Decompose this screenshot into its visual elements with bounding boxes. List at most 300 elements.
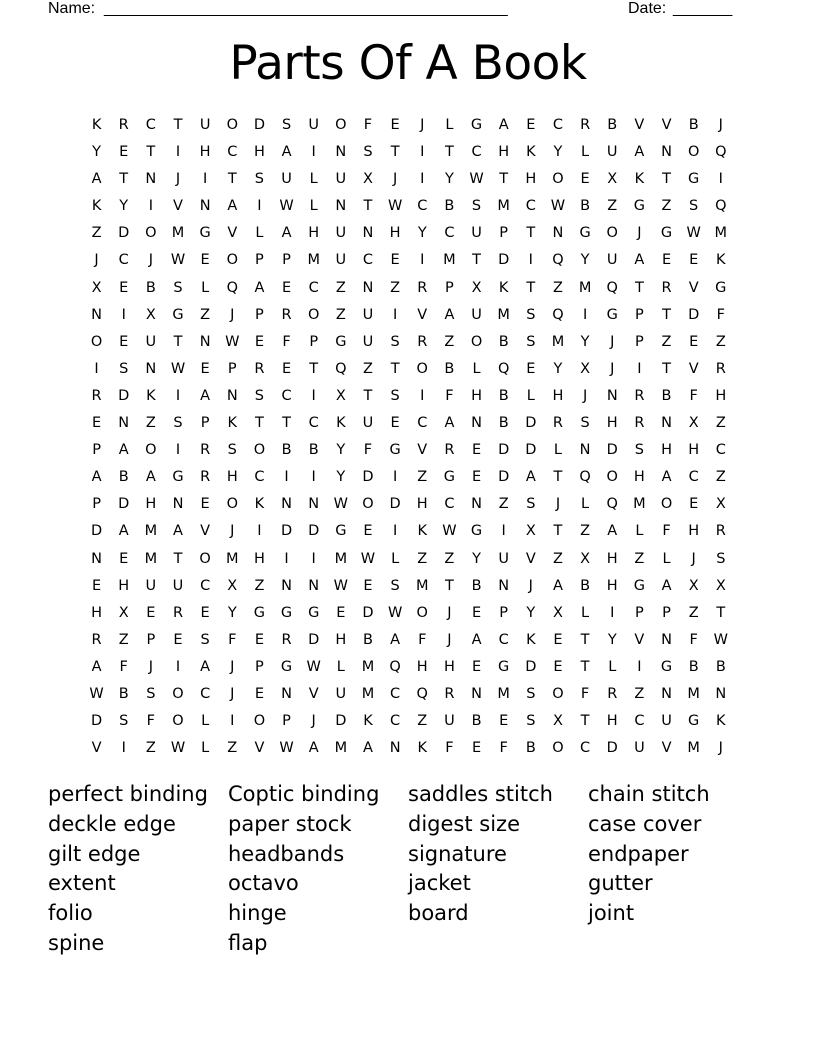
- grid-letter: G: [688, 171, 700, 188]
- grid-letter: F: [499, 740, 508, 757]
- grid-letter: X: [471, 279, 482, 296]
- grid-letter: T: [662, 306, 671, 323]
- grid-letter: E: [689, 496, 699, 513]
- grid-letter: X: [363, 171, 373, 188]
- grid-letter: I: [420, 252, 425, 269]
- grid-letter: X: [688, 577, 699, 594]
- grid-letter: V: [227, 225, 238, 242]
- grid-letter: H: [118, 577, 130, 594]
- grid-letter: N: [199, 198, 211, 215]
- grid-letter: L: [391, 550, 400, 567]
- grid-letter: E: [689, 252, 699, 269]
- grid-letter: O: [552, 685, 564, 702]
- grid-letter: Q: [715, 198, 727, 215]
- grid-letter: E: [526, 117, 536, 133]
- grid-letter: R: [715, 523, 726, 540]
- grid-row: [83, 627, 735, 654]
- grid-letter: U: [362, 415, 374, 432]
- grid-letter: P: [282, 713, 291, 730]
- grid-letter: Z: [552, 550, 563, 567]
- grid-letter: C: [444, 225, 455, 242]
- grid-letter: Z: [417, 469, 428, 486]
- grid-letter: I: [420, 144, 425, 161]
- grid-letter: Z: [552, 279, 563, 296]
- grid-letter: C: [715, 442, 726, 459]
- grid-letter: D: [525, 415, 537, 432]
- grid-letter: H: [498, 144, 510, 161]
- grid-letter: G: [389, 442, 401, 459]
- grid-letter: A: [661, 577, 672, 594]
- grid-letter: H: [416, 496, 428, 513]
- grid-letter: F: [662, 523, 671, 540]
- grid-letter: E: [553, 631, 563, 648]
- grid-row: [83, 600, 735, 627]
- grid-letter: S: [281, 117, 292, 133]
- grid-letter: E: [119, 550, 129, 567]
- grid-letter: Z: [335, 279, 346, 296]
- grid-letter: H: [606, 550, 618, 567]
- grid-letter: B: [715, 658, 726, 675]
- grid-letter: M: [578, 279, 592, 296]
- grid-letter: Q: [579, 469, 591, 486]
- grid-letter: R: [634, 387, 645, 404]
- grid-letter: J: [230, 685, 235, 702]
- grid-letter: I: [257, 198, 262, 215]
- grid-letter: F: [716, 306, 725, 323]
- grid-letter: Q: [497, 360, 510, 377]
- grid-row: [83, 220, 735, 247]
- page-title: Parts Of A Book: [229, 36, 587, 91]
- grid-letter: Y: [417, 225, 427, 242]
- grid-letter: H: [715, 387, 727, 404]
- grid-row: [83, 708, 735, 735]
- grid-letter: Z: [254, 577, 265, 594]
- grid-letter: N: [362, 279, 374, 296]
- grid-letter: K: [417, 740, 428, 757]
- grid-letter: E: [91, 577, 102, 594]
- grid-letter: C: [200, 577, 211, 594]
- grid-letter: O: [606, 469, 618, 486]
- grid-letter: T: [390, 360, 400, 377]
- grid-letter: C: [498, 631, 509, 648]
- grid-letter: E: [200, 252, 210, 269]
- grid-letter: A: [444, 415, 455, 432]
- grid-letter: S: [471, 198, 482, 215]
- grid-letter: I: [175, 387, 181, 404]
- word-list-item: paper stock: [228, 811, 352, 836]
- grid-letter: S: [526, 306, 536, 323]
- grid-letter: E: [173, 631, 183, 648]
- grid-letter: J: [175, 171, 181, 188]
- grid-letter: D: [280, 523, 293, 540]
- grid-letter: Z: [118, 631, 129, 648]
- grid-letter: A: [227, 198, 238, 215]
- grid-letter: O: [145, 442, 157, 459]
- grid-letter: N: [226, 387, 238, 404]
- grid-letter: J: [230, 658, 235, 675]
- grid-letter: Z: [715, 469, 726, 486]
- grid-letter: O: [335, 117, 347, 133]
- grid-letter: F: [689, 631, 698, 648]
- grid-letter: C: [254, 469, 265, 486]
- grid-letter: D: [525, 442, 537, 459]
- grid-row: [83, 329, 735, 356]
- grid-letter: G: [335, 333, 347, 350]
- grid-letter: Y: [607, 631, 617, 648]
- grid-letter: O: [226, 252, 238, 269]
- grid-letter: K: [526, 144, 536, 161]
- grid-letter: V: [634, 631, 645, 648]
- grid-letter: A: [200, 387, 211, 404]
- grid-letter: I: [202, 171, 208, 188]
- grid-letter: A: [91, 469, 102, 486]
- grid-letter: S: [119, 360, 129, 377]
- grid-letter: N: [471, 685, 482, 702]
- grid-letter: B: [580, 198, 591, 215]
- grid-letter: Y: [92, 144, 101, 161]
- grid-letter: S: [390, 387, 400, 404]
- grid-letter: H: [688, 523, 700, 540]
- word-list-item: joint: [588, 901, 635, 926]
- grid-letter: L: [635, 523, 644, 540]
- grid-letter: O: [199, 550, 211, 567]
- grid-letter: G: [470, 523, 483, 540]
- grid-letter: U: [498, 550, 509, 567]
- grid-letter: T: [553, 469, 563, 486]
- grid-letter: G: [253, 604, 266, 621]
- grid-letter: Q: [606, 496, 618, 513]
- grid-letter: Z: [498, 496, 509, 513]
- word-list-item: octavo: [228, 871, 299, 896]
- grid-letter: V: [200, 523, 211, 540]
- grid-letter: A: [634, 252, 645, 269]
- word-list-item: hinge: [228, 901, 287, 926]
- grid-letter: K: [417, 523, 428, 540]
- word-list-item: digest size: [408, 811, 520, 836]
- grid-letter: J: [610, 360, 615, 377]
- grid-letter: S: [146, 685, 156, 702]
- grid-letter: L: [336, 658, 345, 675]
- grid-letter: N: [172, 496, 184, 513]
- grid-letter: E: [200, 604, 210, 621]
- grid-letter: R: [417, 279, 428, 296]
- grid-letter: P: [635, 306, 644, 323]
- grid-letter: E: [471, 740, 482, 757]
- grid-letter: T: [526, 279, 536, 296]
- grid-letter: L: [201, 713, 210, 730]
- grid-letter: E: [91, 415, 102, 432]
- grid-letter: C: [145, 117, 156, 133]
- grid-letter: N: [281, 577, 292, 594]
- grid-letter: E: [471, 469, 482, 486]
- grid-letter: W: [333, 577, 348, 594]
- grid-letter: D: [118, 387, 130, 404]
- grid-letter: Q: [335, 360, 347, 377]
- grid-letter: Y: [444, 171, 454, 188]
- grid-letter: A: [118, 523, 129, 540]
- grid-letter: B: [118, 685, 129, 702]
- grid-letter: J: [637, 225, 642, 242]
- grid-letter: M: [361, 685, 375, 702]
- grid-letter: B: [661, 387, 672, 404]
- grid-letter: M: [714, 225, 728, 242]
- grid-letter: L: [309, 198, 318, 215]
- grid-letter: N: [498, 577, 510, 594]
- grid-letter: P: [309, 333, 319, 350]
- grid-letter: R: [552, 415, 563, 432]
- grid-letter: E: [580, 171, 590, 188]
- grid-letter: J: [447, 604, 452, 621]
- grid-letter: G: [470, 117, 483, 133]
- grid-letter: K: [336, 415, 346, 432]
- grid-letter: E: [661, 252, 672, 269]
- grid-letter: I: [257, 523, 262, 540]
- word-list-item: folio: [48, 901, 93, 926]
- grid-letter: C: [444, 496, 455, 513]
- grid-letter: E: [471, 442, 482, 459]
- grid-letter: H: [335, 631, 347, 648]
- grid-letter: G: [715, 279, 727, 296]
- grid-letter: J: [392, 171, 398, 188]
- grid-letter: V: [254, 740, 265, 757]
- grid-letter: Z: [417, 713, 428, 730]
- grid-letter: H: [606, 713, 618, 730]
- grid-letter: O: [416, 360, 428, 377]
- grid-letter: T: [444, 577, 454, 594]
- grid-letter: J: [718, 740, 723, 757]
- grid-letter: E: [689, 333, 699, 350]
- grid-letter: B: [580, 577, 591, 594]
- grid-letter: V: [525, 550, 536, 567]
- grid-row: [83, 139, 735, 166]
- grid-letter: T: [499, 171, 509, 188]
- grid-letter: Z: [634, 685, 645, 702]
- grid-letter: G: [199, 225, 211, 242]
- grid-letter: O: [416, 604, 428, 621]
- grid-letter: M: [361, 658, 375, 675]
- grid-letter: O: [90, 333, 103, 350]
- grid-letter: U: [145, 577, 157, 594]
- grid-letter: T: [282, 415, 291, 432]
- word-list-item: saddles stitch: [408, 782, 553, 806]
- grid-letter: I: [230, 713, 235, 730]
- grid-letter: C: [552, 117, 564, 133]
- grid-letter: B: [471, 577, 482, 594]
- grid-letter: T: [580, 713, 590, 730]
- grid-letter: Z: [363, 360, 373, 377]
- grid-letter: Q: [715, 144, 727, 161]
- grid-letter: E: [363, 577, 373, 594]
- grid-letter: T: [173, 117, 183, 133]
- grid-letter: N: [661, 144, 672, 161]
- grid-letter: A: [281, 144, 292, 161]
- grid-row: [83, 383, 735, 410]
- grid-letter: N: [715, 685, 727, 702]
- grid-letter: X: [118, 604, 129, 621]
- grid-letter: G: [660, 658, 673, 675]
- grid-letter: B: [471, 713, 482, 730]
- grid-letter: O: [606, 225, 618, 242]
- grid-letter: F: [445, 387, 454, 404]
- grid-letter: C: [688, 469, 699, 486]
- grid-letter: E: [119, 144, 129, 161]
- grid-letter: N: [552, 225, 564, 242]
- grid-letter: Z: [607, 198, 618, 215]
- grid-letter: A: [607, 523, 618, 540]
- grid-letter: M: [171, 225, 185, 242]
- grid-letter: O: [660, 496, 673, 513]
- grid-letter: I: [637, 658, 642, 675]
- grid-letter: E: [526, 360, 536, 377]
- grid-row: [83, 275, 735, 302]
- grid-row: [83, 491, 735, 518]
- grid-letter: P: [92, 496, 101, 513]
- grid-letter: A: [444, 306, 455, 323]
- grid-letter: Z: [715, 333, 726, 350]
- grid-letter: I: [392, 469, 398, 486]
- grid-letter: K: [254, 496, 265, 513]
- grid-letter: H: [661, 442, 672, 459]
- grid-row: [83, 112, 735, 139]
- grid-letter: M: [497, 685, 510, 702]
- grid-letter: H: [471, 387, 482, 404]
- grid-letter: R: [580, 117, 591, 133]
- grid-letter: I: [392, 523, 398, 540]
- grid-letter: U: [145, 333, 157, 350]
- grid-letter: O: [253, 713, 266, 730]
- grid-letter: K: [91, 198, 102, 215]
- grid-letter: W: [360, 550, 376, 567]
- grid-letter: E: [390, 415, 400, 432]
- grid-letter: X: [552, 604, 563, 621]
- word-list-item: headbands: [228, 841, 345, 866]
- grid-letter: Z: [661, 198, 672, 215]
- grid-letter: H: [416, 658, 428, 675]
- grid-letter: P: [499, 604, 509, 621]
- grid-row: [83, 546, 735, 573]
- name-label: Name:: [48, 0, 96, 17]
- grid-letter: H: [199, 144, 211, 161]
- grid-letter: B: [145, 279, 156, 296]
- grid-letter: W: [442, 523, 457, 540]
- grid-letter: H: [552, 387, 564, 404]
- grid-letter: K: [91, 117, 102, 133]
- grid-letter: O: [470, 333, 483, 350]
- grid-letter: L: [255, 225, 264, 242]
- grid-letter: I: [94, 360, 99, 377]
- grid-letter: T: [227, 171, 237, 188]
- grid-letter: N: [281, 685, 292, 702]
- grid-letter: K: [526, 631, 536, 648]
- grid-letter: C: [525, 198, 536, 215]
- grid-letter: B: [688, 117, 699, 133]
- grid-letter: K: [146, 387, 156, 404]
- grid-letter: Z: [145, 740, 156, 757]
- grid-letter: U: [661, 713, 672, 730]
- grid-letter: T: [716, 604, 726, 621]
- grid-row: [83, 681, 735, 708]
- grid-letter: K: [716, 713, 726, 730]
- grid-letter: N: [199, 333, 211, 350]
- grid-letter: S: [200, 631, 210, 648]
- word-search-grid: [83, 112, 735, 762]
- grid-letter: I: [718, 171, 723, 188]
- grid-letter: N: [471, 496, 482, 513]
- grid-letter: D: [308, 631, 320, 648]
- grid-letter: C: [471, 144, 482, 161]
- grid-letter: Z: [145, 415, 156, 432]
- grid-letter: L: [581, 604, 590, 621]
- grid-letter: F: [689, 387, 698, 404]
- grid-letter: S: [363, 144, 373, 161]
- grid-letter: P: [92, 442, 101, 459]
- grid-letter: X: [580, 550, 591, 567]
- grid-letter: D: [90, 523, 103, 540]
- grid-letter: T: [363, 387, 373, 404]
- grid-letter: T: [580, 658, 590, 675]
- word-list-item: flap: [228, 930, 268, 955]
- grid-letter: X: [91, 279, 102, 296]
- grid-letter: X: [715, 577, 726, 594]
- grid-letter: C: [390, 713, 401, 730]
- grid-letter: M: [497, 198, 510, 215]
- grid-row: [83, 247, 735, 274]
- grid-letter: C: [634, 713, 645, 730]
- grid-letter: U: [335, 171, 347, 188]
- grid-letter: J: [718, 117, 723, 133]
- grid-letter: F: [445, 740, 454, 757]
- grid-letter: Y: [119, 198, 129, 215]
- grid-letter: U: [362, 306, 374, 323]
- grid-letter: K: [498, 279, 509, 296]
- grid-letter: B: [498, 415, 509, 432]
- grid-letter: X: [607, 171, 618, 188]
- grid-letter: X: [525, 523, 536, 540]
- grid-letter: V: [688, 360, 699, 377]
- grid-letter: L: [581, 496, 590, 513]
- grid-letter: I: [121, 306, 126, 323]
- grid-letter: Y: [580, 252, 590, 269]
- grid-letter: W: [686, 225, 701, 242]
- grid-letter: P: [662, 604, 671, 621]
- grid-letter: J: [528, 577, 533, 594]
- grid-letter: U: [199, 117, 211, 133]
- grid-letter: T: [390, 144, 400, 161]
- grid-letter: I: [284, 469, 289, 486]
- grid-letter: D: [525, 658, 537, 675]
- grid-letter: A: [498, 117, 509, 133]
- word-list-item: endpaper: [588, 841, 689, 866]
- grid-letter: N: [661, 415, 672, 432]
- grid-letter: R: [607, 685, 618, 702]
- grid-letter: L: [608, 658, 617, 675]
- grid-letter: S: [526, 496, 536, 513]
- word-list-item: case cover: [588, 811, 702, 836]
- grid-letter: R: [254, 360, 265, 377]
- grid-letter: R: [172, 604, 184, 621]
- grid-letter: V: [173, 198, 183, 215]
- grid-letter: G: [308, 604, 320, 621]
- grid-letter: E: [499, 713, 509, 730]
- grid-letter: N: [579, 442, 591, 459]
- grid-letter: O: [307, 306, 320, 323]
- grid-letter: I: [501, 523, 506, 540]
- grid-letter: P: [227, 360, 237, 377]
- grid-letter: Z: [91, 225, 102, 242]
- grid-letter: S: [390, 577, 400, 594]
- grid-letter: F: [119, 658, 128, 675]
- grid-letter: G: [606, 306, 618, 323]
